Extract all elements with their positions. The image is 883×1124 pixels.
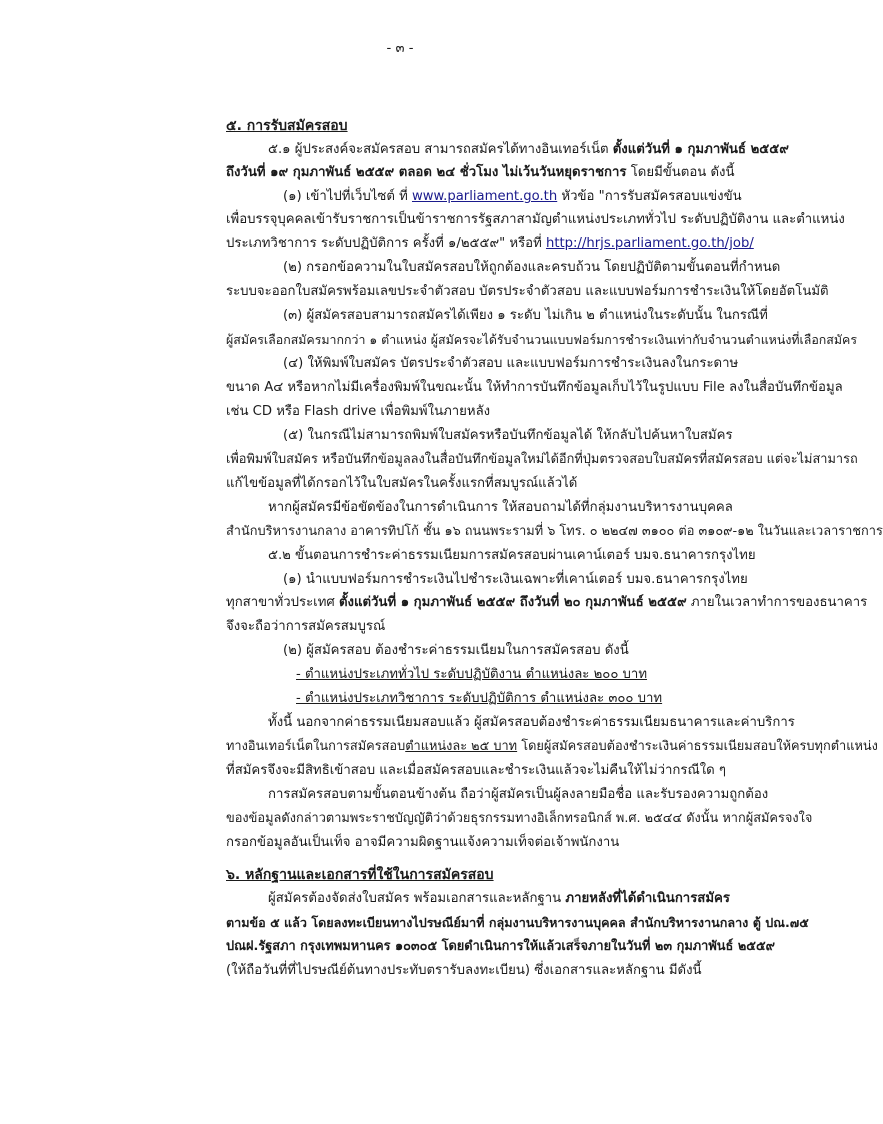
fee-general: - ตำแหน่งประเภททั่วไป ระดับปฏิบัติงาน ตำแหน่งละ ๒๐๐ บาท	[296, 667, 648, 682]
item-4-line2: ขนาด A๔ หรือหากไม่มีเครื่องพิมพ์ในขณะนั้น ให้ทำการบันทึกข้อมูลเก็บไว้ในรูปแบบ File ลงในสื่อบันทึกข้อมูล	[226, 380, 843, 395]
docs-line3: ปณฝ.รัฐสภา กรุงเทพมหานคร ๑๐๓๐๕ โดยดำเนินการให้แล้วเสร็จภายในวันที่ ๒๓ กุมภาพันธ์ ๒๕๕๙	[226, 939, 775, 954]
item-5-line1: (๕) ในกรณีไม่สามารถพิมพ์ใบสมัครหรือบันทึกข้อมูลได้ ให้กลับไปค้นหาใบสมัคร	[283, 428, 733, 443]
text: ทางอินเทอร์เน็ตในการสมัครสอบ	[226, 739, 406, 754]
text-bold: ถึงวันที่ ๑๙ กุมภาพันธ์ ๒๕๕๙ ตลอด ๒๔ ชั่วโมง ไม่เว้นวันหยุดราชการ	[226, 165, 627, 180]
fee-note-line1: ทั้งนี้ นอกจากค่าธรรมเนียมสอบแล้ว ผู้สมัครสอบต้องชำระค่าธรรมเนียมธนาคารและค่าบริการ	[268, 715, 795, 730]
item-5-line2: เพื่อพิมพ์ใบสมัคร หรือบันทึกข้อมูลลงในสื่อบันทึกข้อมูลใหม่ได้อีกที่ปุ่มตรวจสอบใบสมัครที่สมัครสอบ แต่จะไม่สามารถ	[226, 452, 858, 467]
text: ประเภทวิชาการ ระดับปฏิบัติการ ครั้งที่ ๑/๒๕๕๙" หรือที่	[226, 236, 546, 251]
text: (๑) เข้าไปที่เว็บไซต์ ที่	[283, 189, 412, 204]
hrjs-link[interactable]: http://hrjs.parliament.go.th/job/	[545, 236, 754, 251]
docs-line2: ตามข้อ ๕ แล้ว โดยลงทะเบียนทางไปรษณีย์มาที่ กลุ่มงานบริหารงานบุคคล สำนักบริหารงานกลาง ตู้ ปณ.๗๕	[226, 915, 809, 930]
page-number: - ๓ -	[386, 41, 414, 56]
docs-line1	[268, 890, 730, 908]
legal-line1: การสมัครสอบตามขั้นตอนข้างต้น ถือว่าผู้สมัครเป็นผู้ลงลายมือชื่อ และรับรองความถูกต้อง	[268, 787, 769, 802]
para-5-1-line2	[226, 164, 735, 182]
item-4-line1: (๔) ให้พิมพ์ใบสมัคร บัตรประจำตัวสอบ และแบบฟอร์มการชำระเงินลงในกระดาษ	[283, 356, 739, 371]
para-5-1-line1	[268, 141, 789, 159]
legal-line3: กรอกข้อมูลอันเป็นเท็จ อาจมีความผิดฐานแจ้งความเท็จต่อเจ้าพนักงาน	[226, 835, 620, 850]
text: ภายในเวลาทำการของธนาคาร	[686, 595, 868, 610]
pay-2: (๒) ผู้สมัครสอบ ต้องชำระค่าธรรมเนียมในการสมัครสอบ ดังนี้	[283, 643, 629, 658]
item-5-line3: แก้ไขข้อมูลที่ได้กรอกไว้ในใบสมัครในครั้งแรกที่สมบูรณ์แล้วได้	[226, 476, 578, 491]
text: ทุกสาขาทั่วประเทศ	[226, 595, 339, 610]
text-bold: ตั้งแต่วันที่ ๑ กุมภาพันธ์ ๒๕๕๙	[612, 142, 789, 157]
fee-academic: - ตำแหน่งประเภทวิชาการ ระดับปฏิบัติการ ตำแหน่งละ ๓๐๐ บาท	[296, 691, 663, 706]
pay-1-line2	[226, 594, 867, 612]
item-3-line1: (๓) ผู้สมัครสอบสามารถสมัครได้เพียง ๑ ระดับ ไม่เกิน ๒ ตำแหน่งในระดับนั้น ในกรณีที่	[283, 308, 768, 323]
legal-line2: ของข้อมูลดังกล่าวตามพระราชบัญญัติว่าด้วยธุรกรรมทางอิเล็กทรอนิกส์ พ.ศ. ๒๕๔๔ ดังนั้น หากผู้สมัครจงใจ	[226, 811, 813, 826]
text-underline: ตำแหน่งละ ๒๕ บาท	[405, 739, 518, 754]
contact-line2: สำนักบริหารงานกลาง อาคารทิปโก้ ชั้น ๑๖ ถนนพระรามที่ ๖ โทร. ๐ ๒๒๔๗ ๓๑๐๐ ต่อ ๓๑๐๙-๑๒ ในวันและเวลาราชการ	[226, 524, 883, 539]
text: หัวข้อ "การรับสมัครสอบแข่งขัน	[557, 189, 742, 204]
text-bold: ตั้งแต่วันที่ ๑ กุมภาพันธ์ ๒๕๕๙ ถึงวันที่ ๒๐ กุมภาพันธ์ ๒๕๕๙	[338, 595, 687, 610]
text-bold: ภายหลังที่ได้ดำเนินการสมัคร	[565, 891, 730, 906]
text: ผู้สมัครต้องจัดส่งใบสมัคร พร้อมเอกสารและหลักฐาน	[268, 891, 566, 906]
parliament-link[interactable]: www.parliament.go.th	[411, 189, 558, 204]
section-6-heading: ๖. หลักฐานและเอกสารที่ใช้ในการสมัครสอบ	[226, 867, 494, 883]
item-4-line3: เช่น CD หรือ Flash drive เพื่อพิมพ์ในภายหลัง	[226, 404, 491, 419]
text: โดยผู้สมัครสอบต้องชำระเงินค่าธรรมเนียมสอบให้ครบทุกตำแหน่ง	[517, 739, 878, 754]
item-2-line2: ระบบจะออกใบสมัครพร้อมเลขประจำตัวสอบ บัตรประจำตัวสอบ และแบบฟอร์มการชำระเงินให้โดยอัตโนมัติ	[226, 284, 829, 299]
contact-line1: หากผู้สมัครมีข้อขัดข้องในการดำเนินการ ให้สอบถามได้ที่กลุ่มงานบริหารงานบุคคล	[268, 500, 733, 515]
item-3-line2: ผู้สมัครเลือกสมัครมากกว่า ๑ ตำแหน่ง ผู้สมัครจะได้รับจำนวนแบบฟอร์มการชำระเงินเท่ากับจำนวนตำแหน่งที่เลือกสมัคร	[226, 332, 857, 347]
pay-1-line1: (๑) นำแบบฟอร์มการชำระเงินไปชำระเงินเฉพาะที่เคาน์เตอร์ บมจ.ธนาคารกรุงไทย	[283, 572, 748, 587]
pay-1-line3: จึงจะถือว่าการสมัครสมบูรณ์	[226, 619, 386, 634]
section-5-heading: ๕. การรับสมัครสอบ	[226, 118, 348, 134]
text: โดยมีขั้นตอน ดังนี้	[626, 165, 735, 180]
text: ๕.๑ ผู้ประสงค์จะสมัครสอบ สามารถสมัครได้ทางอินเทอร์เน็ต	[268, 142, 613, 157]
fee-note-line2	[226, 738, 878, 756]
docs-line4: (ให้ถือวันที่ที่ไปรษณีย์ต้นทางประทับตรารับลงทะเบียน) ซึ่งเอกสารและหลักฐาน มีดังนี้	[226, 963, 702, 978]
item-2-line1: (๒) กรอกข้อความในใบสมัครสอบให้ถูกต้องและครบถ้วน โดยปฏิบัติตามขั้นตอนที่กำหนด	[283, 260, 781, 275]
para-5-2: ๕.๒ ขั้นตอนการชำระค่าธรรมเนียมการสมัครสอบผ่านเคาน์เตอร์ บมจ.ธนาคารกรุงไทย	[268, 548, 756, 563]
item-1-line2: เพื่อบรรจุบุคคลเข้ารับราชการเป็นข้าราชการรัฐสภาสามัญตำแหน่งประเภททั่วไป ระดับปฏิบัติงาน และตำแหน่ง	[226, 212, 845, 227]
fee-note-line3: ที่สมัครจึงจะมีสิทธิเข้าสอบ และเมื่อสมัครสอบและชำระเงินแล้วจะไม่คืนให้ไม่ว่ากรณีใด ๆ	[226, 763, 726, 778]
item-1-line3	[226, 235, 754, 253]
item-1-line1	[283, 188, 742, 206]
